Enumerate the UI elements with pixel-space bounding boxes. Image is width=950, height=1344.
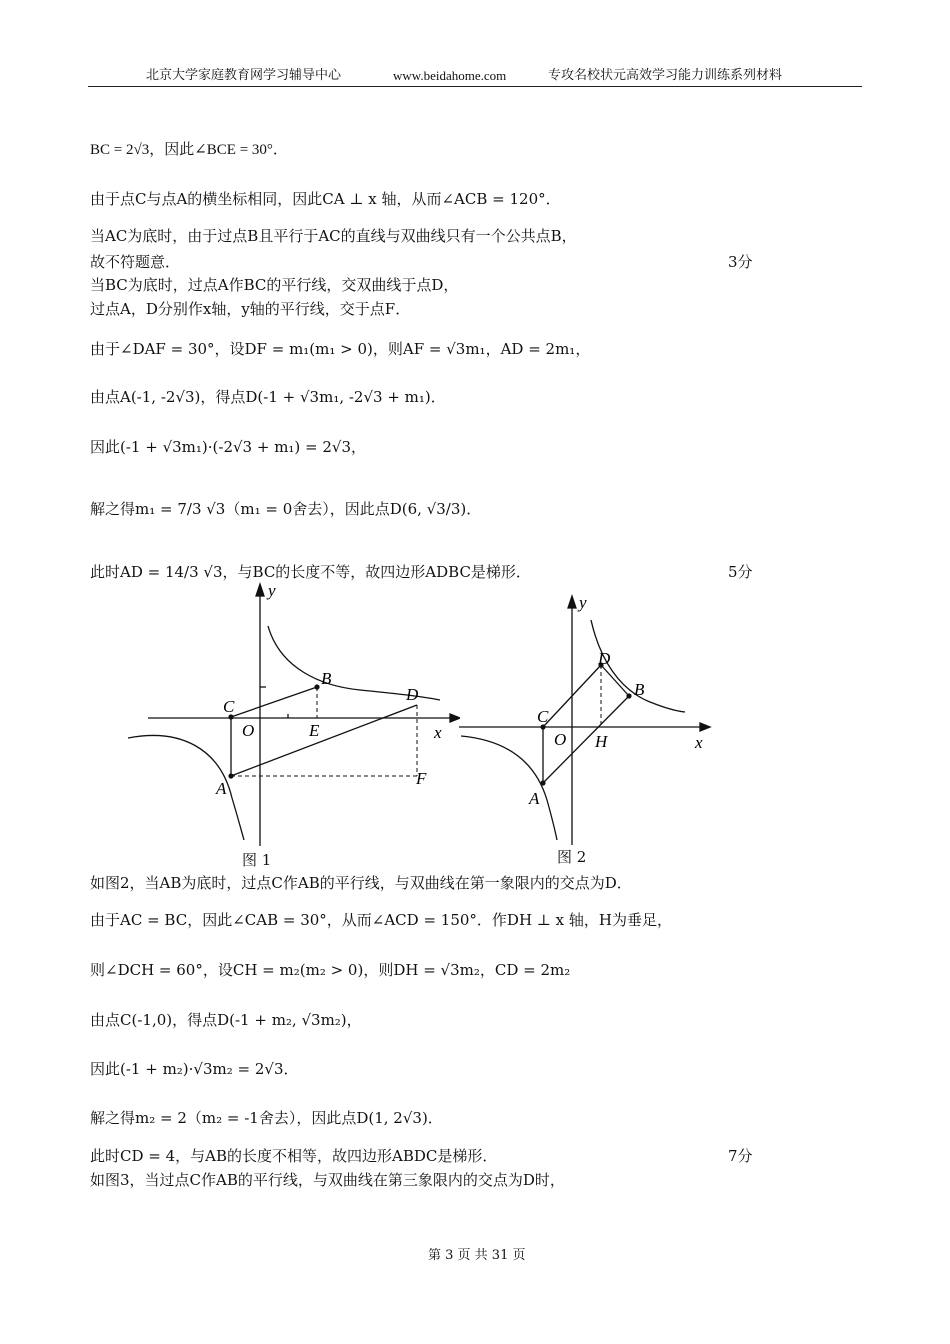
text-line-6: 过点A，D分别作x轴，y轴的平行线，交于点F． — [90, 300, 411, 318]
figure-2 — [455, 590, 715, 850]
fig1-label-F: F — [416, 769, 427, 788]
fig1-label-E: E — [309, 721, 320, 740]
fig2-label-x: x — [695, 733, 703, 752]
fig1-label-y: y — [268, 581, 276, 600]
page-footer: 第 3 页 共 31 页 — [428, 1248, 526, 1263]
score-7: 7分 — [728, 1147, 753, 1165]
fig2-segment-DB — [601, 665, 629, 696]
fig1-hyperbola-q3 — [128, 736, 244, 841]
fig1-label-x: x — [434, 723, 442, 742]
fig1-y-arrow — [256, 584, 264, 596]
text-line-11: 此时AD = 14/3 √3，与BC的长度不等，故四边形ADBC是梯形． — [90, 563, 531, 581]
text-line-17: 解之得m₂ = 2（m₂ = -1舍去），因此点D(1, 2√3)． — [90, 1109, 443, 1127]
text-line-15: 由点C(-1,0)，得点D(-1 + m₂, √3m₂)， — [90, 1011, 362, 1029]
fig2-label-B: B — [634, 680, 645, 699]
fig1-segment-AD — [231, 705, 417, 776]
figure-1-caption: 图 1 — [242, 851, 272, 869]
figure-2-caption: 图 2 — [557, 848, 587, 866]
text-line-16: 因此(-1 + m₂)·√3m₂ = 2√3． — [90, 1060, 299, 1078]
fig2-x-arrow — [700, 723, 710, 731]
fig2-label-C: C — [537, 707, 549, 726]
text-line-12: 如图2，当AB为底时，过点C作AB的平行线，与双曲线在第一象限内的交点为D． — [90, 874, 632, 892]
text-line-1: BC = 2√3，因此∠BCE = 30°． — [90, 142, 288, 158]
text-line-10: 解之得m₁ = 7/3 √3（m₁ = 0舍去），因此点D(6, √3/3)． — [90, 500, 482, 518]
fig2-point-A — [540, 780, 545, 785]
text-line-19: 如图3，当过点C作AB的平行线，与双曲线在第三象限内的交点为D时， — [90, 1171, 565, 1189]
score-5: 5分 — [728, 563, 753, 581]
fig2-y-arrow — [568, 596, 576, 608]
text-line-18: 此时CD = 4，与AB的长度不相等，故四边形ABDC是梯形． — [90, 1147, 498, 1165]
text-line-5: 当BC为底时，过点A作BC的平行线，交双曲线于点D， — [90, 276, 459, 294]
fig2-label-D: D — [598, 649, 611, 668]
fig1-point-B — [314, 684, 319, 689]
text-line-13: 由于AC = BC，因此∠CAB = 30°，从而∠ACD = 150°．作DH ⊥ x 轴，H为垂足， — [90, 911, 672, 929]
fig1-label-C: C — [223, 697, 235, 716]
page-header — [88, 64, 862, 87]
header-right: 专攻名校状元高效学习能力训练系列材料 — [548, 68, 783, 83]
text-line-2: 由于点C与点A的横坐标相同，因此CA ⊥ x 轴，从而∠ACB = 120°． — [90, 190, 561, 208]
fig2-label-H: H — [595, 732, 608, 751]
header-center: www.beidahome.com — [393, 68, 507, 83]
fig1-label-O: O — [242, 721, 255, 740]
fig1-label-D: D — [406, 685, 419, 704]
figure-1 — [120, 578, 460, 848]
text-line-4: 故不符题意． — [90, 253, 181, 271]
fig1-label-A: A — [216, 779, 227, 798]
score-3: 3分 — [728, 253, 753, 271]
fig2-point-B — [626, 693, 631, 698]
fig2-label-O: O — [554, 730, 567, 749]
header-left: 北京大学家庭教育网学习辅导中心 — [146, 68, 342, 83]
fig2-label-A: A — [529, 789, 540, 808]
text-line-7: 由于∠DAF = 30°，设DF = m₁(m₁ > 0)，则AF = √3m₁，AD = 2m₁， — [90, 340, 591, 358]
fig1-segment-CB — [231, 687, 317, 717]
text-line-8: 由点A(-1, -2√3)，得点D(-1 + √3m₁, -2√3 + m₁)． — [90, 388, 446, 406]
text-line-3: 当AC为底时，由于过点B且平行于AC的直线与双曲线只有一个公共点B， — [90, 227, 577, 245]
text-line-9: 因此(-1 + √3m₁)·(-2√3 + m₁) = 2√3， — [90, 438, 367, 456]
fig1-label-B: B — [321, 669, 332, 688]
text-line-14: 则∠DCH = 60°，设CH = m₂(m₂ > 0)，则DH = √3m₂，CD = 2m₂ — [90, 961, 571, 979]
fig2-label-y: y — [579, 593, 587, 612]
fig1-point-A — [228, 773, 233, 778]
